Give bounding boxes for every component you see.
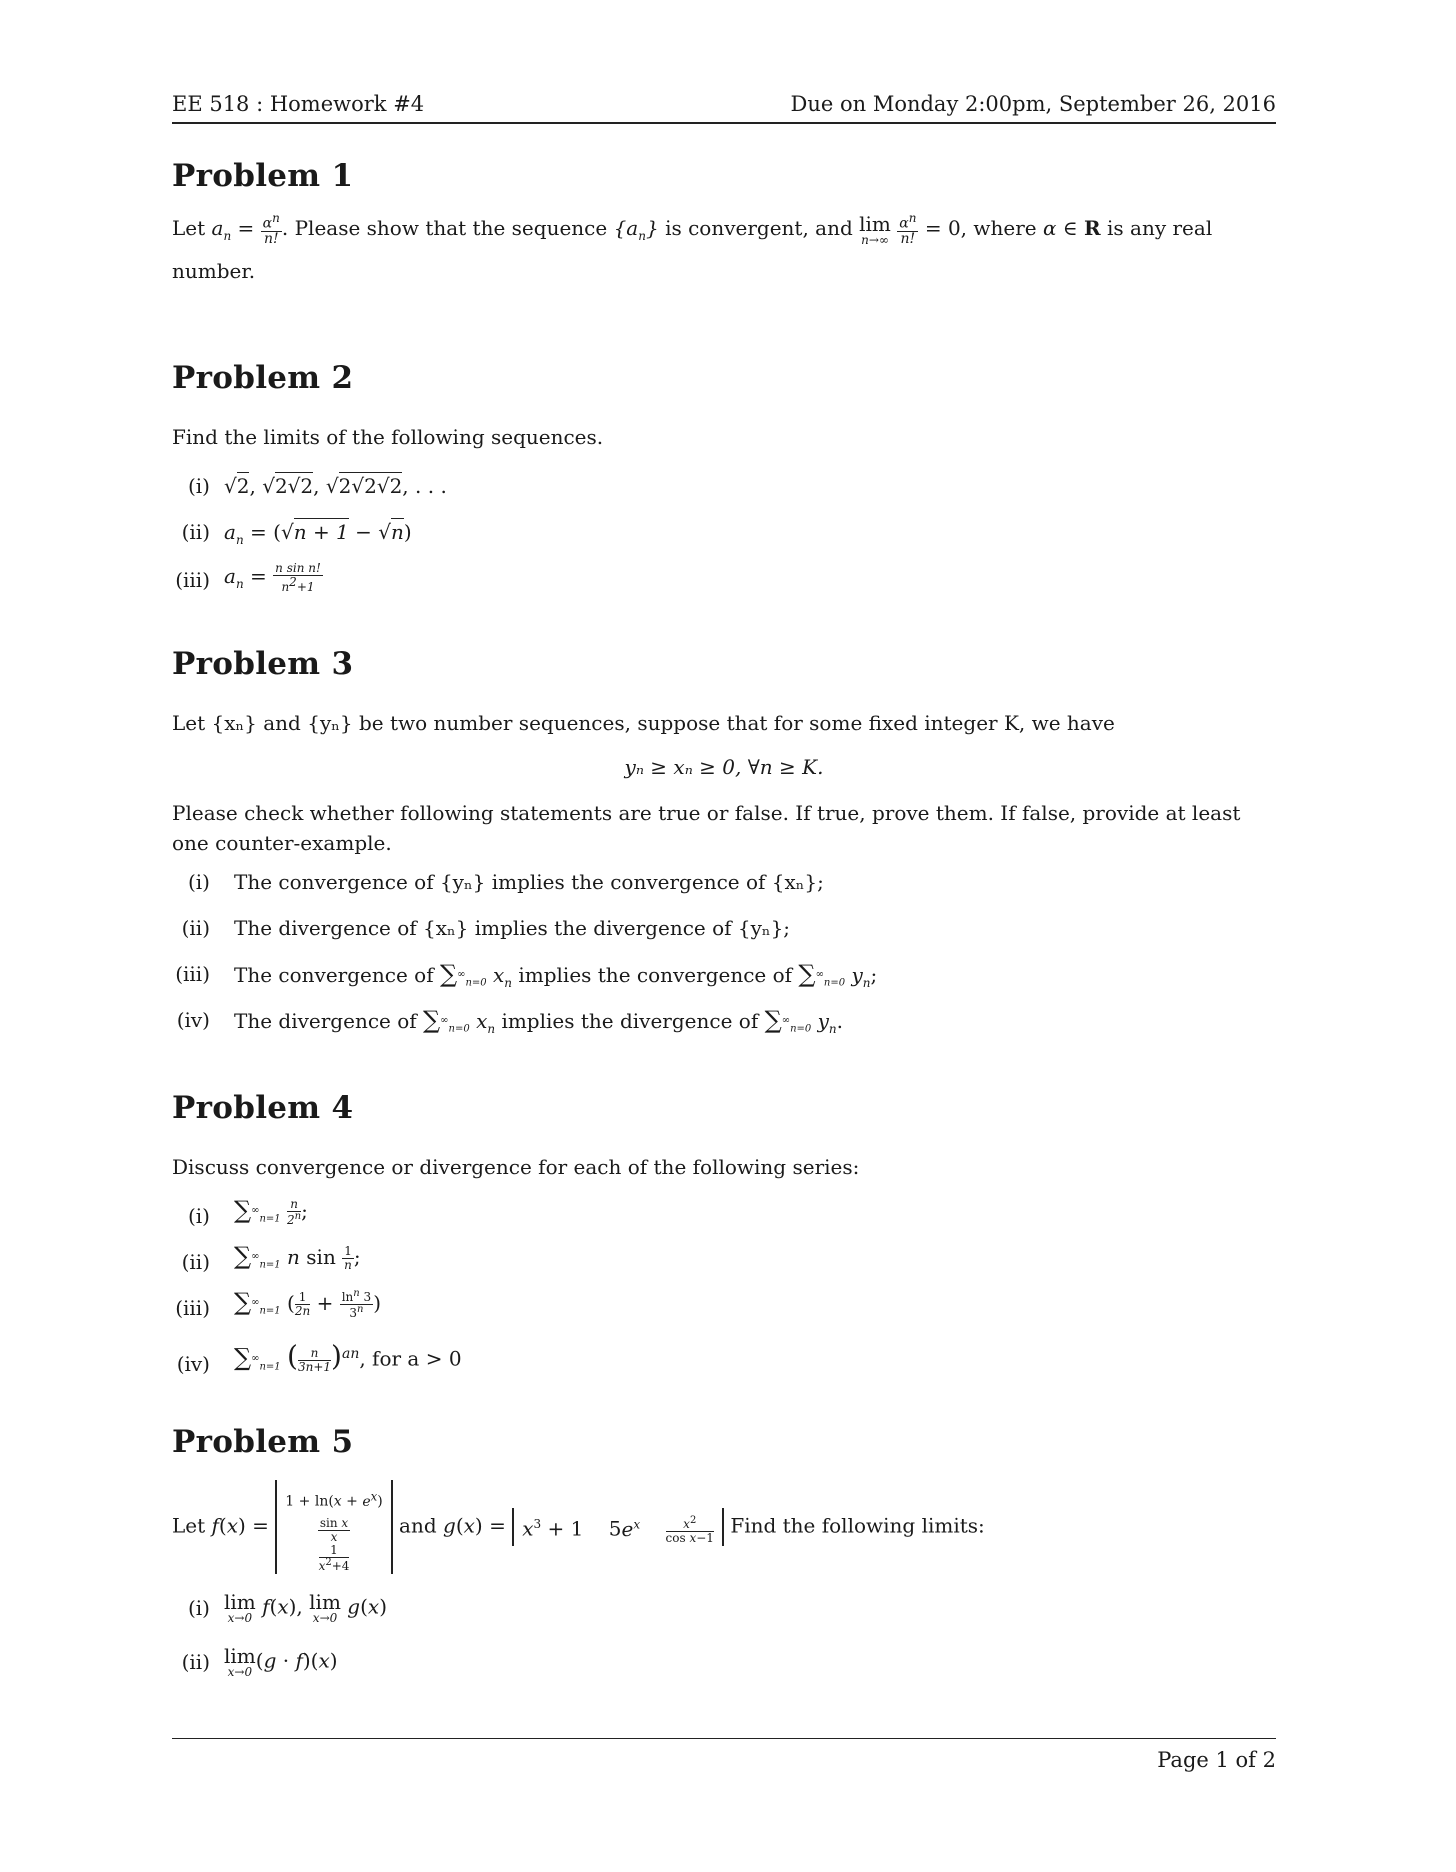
problem-2-title: Problem 2	[172, 360, 354, 396]
problem-2-item-iii-num: (iii)	[175, 568, 210, 592]
problem-4-item-i: $\sum^\infty_{n=1}$ $\frac{n}{2^n}$ ;	[234, 1196, 308, 1227]
problem-5-item-i-num: (i)	[187, 1596, 210, 1620]
problem-5-item-ii: lim x→0 (g · f)(x)	[224, 1644, 338, 1679]
problem-5-functions: Let f(x) = $1 + \ln(x + e^x)$ $\frac{\text{sin x}}{x}$ $\frac{1}{x^2+4}$ and $g(x) = x^3 + 1$ $5e^x$ $\frac{x^2}{\text{cos x−1}}$ Find the following limits:	[172, 1480, 985, 1574]
footer-rule	[172, 1738, 1276, 1739]
problem-3-item-iii: The convergence of $\sum^\infty_{n=0}$ $x_n$ implies the convergence of $\sum^\infty_{n=0}$ $y_n$;	[234, 960, 878, 990]
problem-5-item-i: lim x→0 f(x), lim x→0 g(x)	[224, 1590, 387, 1625]
problem-3-intro: Let {xₙ} and {yₙ} be two number sequences, suppose that for some fixed integer K, we have	[172, 711, 1115, 735]
limit-operator: lim n→∞	[859, 211, 891, 247]
problem-4-title: Problem 4	[172, 1090, 354, 1126]
problem-2-item-i: √2, √2√2, √2√2√2, . . .	[224, 474, 447, 498]
problem-5-title: Problem 5	[172, 1424, 354, 1460]
problem-3-title: Problem 3	[172, 646, 354, 682]
problem-4-item-ii: $\sum^\infty_{n=1}$ n sin $\frac{1}{n}$ ;	[234, 1242, 361, 1272]
problem-4-item-iii: $\sum^\infty_{n=1}$ ( $\frac{1}{2n}$ + $\frac{\ln^n 3}{3^n}$ )	[234, 1288, 381, 1320]
problem-3-item-i: The convergence of {yₙ} implies the convergence of {xₙ};	[234, 870, 824, 894]
course-title: EE 518 : Homework #4	[172, 92, 425, 116]
f-matrix: $1 + \ln(x + e^x)$ $\frac{\text{sin x}}{x}$ $\frac{1}{x^2+4}$	[275, 1480, 392, 1574]
problem-5-item-ii-num: (ii)	[181, 1650, 210, 1674]
problem-2-item-i-num: (i)	[187, 474, 210, 498]
page-header	[172, 92, 1276, 124]
alpha-n-over-n-factorial: $\frac{\alpha^n}{n!}$	[262, 211, 280, 248]
problem-4-item-i-num: (i)	[187, 1204, 210, 1228]
problem-2-item-ii: $a_n = (√n + 1 - √n)$	[224, 520, 412, 547]
problem-4-intro: Discuss convergence or divergence for each of the following series:	[172, 1155, 860, 1179]
problem-3-item-i-num: (i)	[187, 870, 210, 894]
problem-1-title: Problem 1	[172, 158, 354, 194]
due-date: Due on Monday 2:00pm, September 26, 2016	[790, 92, 1276, 116]
page-number: Page 1 of 2	[1157, 1748, 1276, 1772]
problem-2-intro: Find the limits of the following sequences.	[172, 425, 604, 449]
g-matrix: $x^3 + 1$ $5e^x$ $\frac{x^2}{\text{cos x−1}}$	[512, 1508, 724, 1546]
problem-3-item-ii: The divergence of {xₙ} implies the divergence of {yₙ};	[234, 916, 791, 940]
problem-1-text: Let $a_n$ = $\frac{\alpha^n}{n!}$ . Please show that the sequence $\{a_n\}$ is convergent, and lim n→∞ $\frac{\alpha^n}{n!}$ = 0, where α ∈ R is any real	[172, 211, 1213, 248]
problem-4-item-iv: $\sum^\infty_{n=1}$ ( $\frac{n}{3n+1}$ )$^{an}$, for a > 0	[234, 1339, 462, 1374]
problem-3-item-iv: The divergence of $\sum^\infty_{n=0}$ $x_n$ implies the divergence of $\sum^\infty_{n=0}$ $y_n$.	[234, 1006, 844, 1036]
problem-2-item-iii: $a_n$ = $\frac{\text{n sin n!}}{n^2+1}$	[224, 561, 321, 594]
problem-3-instruction: Please check whether following statements are true or false. If true, prove them. If false, provide at least one counter-example.	[172, 801, 1241, 855]
problem-3-item-iv-num: (iv)	[176, 1008, 210, 1032]
problem-3-display: yₙ ≥ xₙ ≥ 0, ∀n ≥ K.	[624, 755, 824, 779]
problem-4-item-iii-num: (iii)	[175, 1296, 210, 1320]
problem-4-item-ii-num: (ii)	[181, 1250, 210, 1274]
problem-1-text-cont: number.	[172, 259, 256, 283]
problem-4-item-iv-num: (iv)	[176, 1352, 210, 1376]
problem-3-item-ii-num: (ii)	[181, 916, 210, 940]
problem-2-item-ii-num: (ii)	[181, 520, 210, 544]
problem-3-item-iii-num: (iii)	[175, 962, 210, 986]
